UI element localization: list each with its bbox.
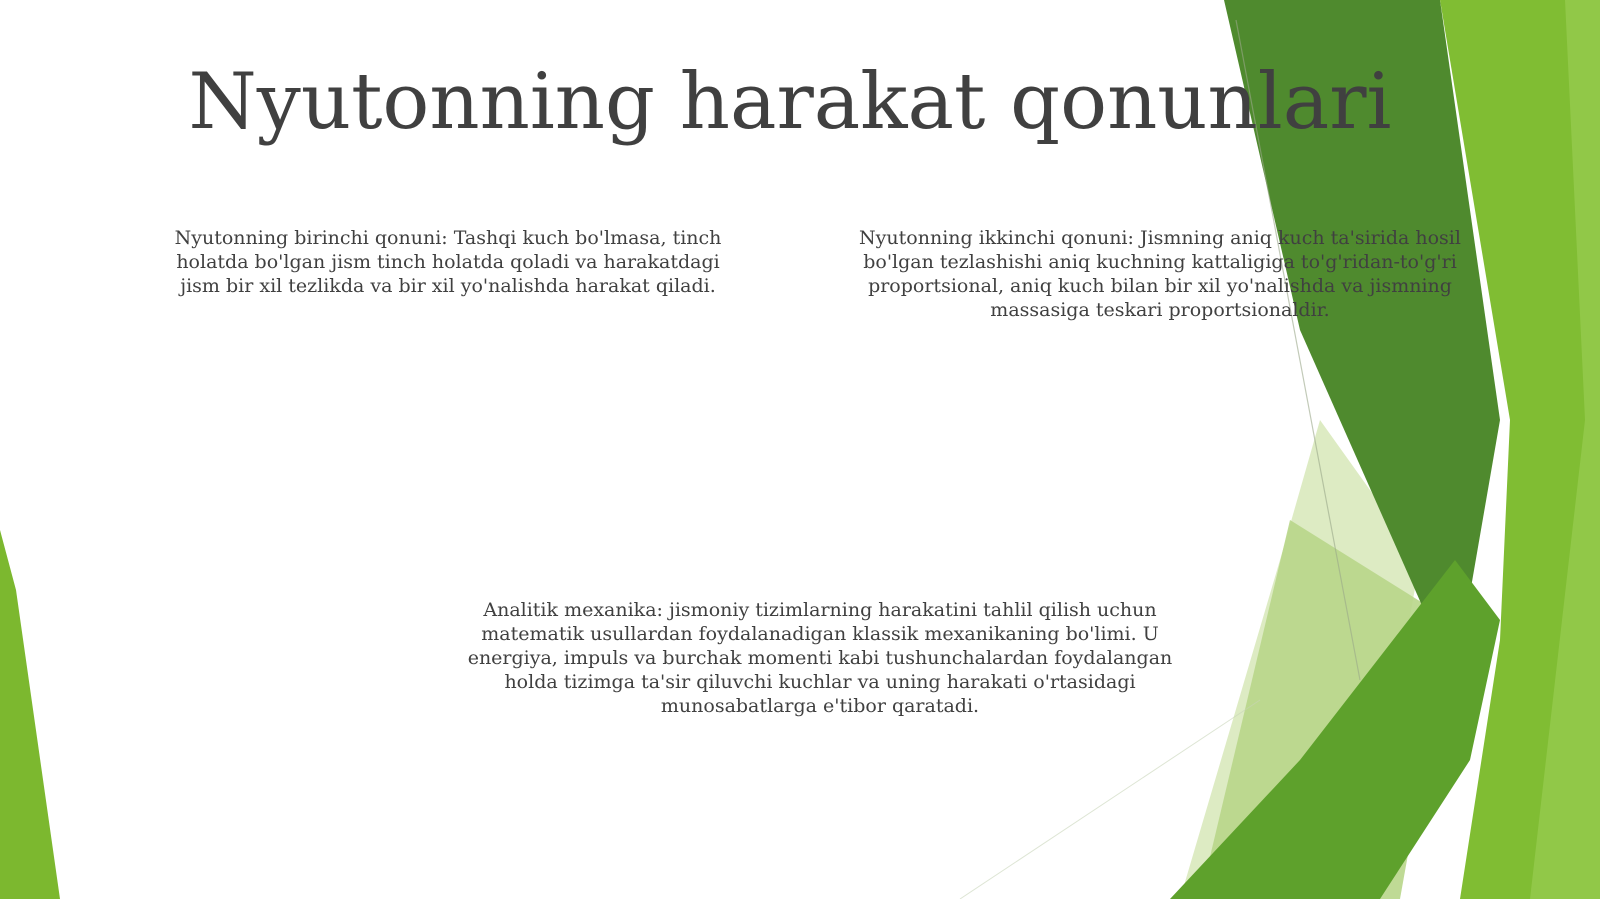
second-law-text: Nyutonning ikkinchi qonuni: Jismning aniq kuch ta'sirida hosil bo'lgan tezlashishi aniq kuchning kattaligiga to'g'ridan-to'g'ri proportsional, aniq kuch bilan bir xil yo'nalishda va jismning massasiga teskari proportsionaldir. xyxy=(859,227,1461,321)
left-green-sliver xyxy=(0,530,60,899)
slide-title: Nyutonning harakat qonunlari xyxy=(188,57,1392,147)
analytic-mechanics-text: Analitik mexanika: jismoniy tizimlarning harakatini tahlil qilish uchun matematik usullardan foydalanadigan klassik mexanikaning bo'limi. U energiya, impuls va burchak momenti kabi tushunchalardan foydalangan holda tizimga ta'sir qiluvchi kuchlar va uning harakati o'rtasidagi munosabatlarga e'tibor qaratadi. xyxy=(467,599,1173,717)
first-law-text: Nyutonning birinchi qonuni: Tashqi kuch bo'lmasa, tinch holatda bo'lgan jism tinch holatda qoladi va harakatdagi jism bir xil tezlikda va bir xil yo'nalishda harakat qiladi. xyxy=(174,227,722,297)
